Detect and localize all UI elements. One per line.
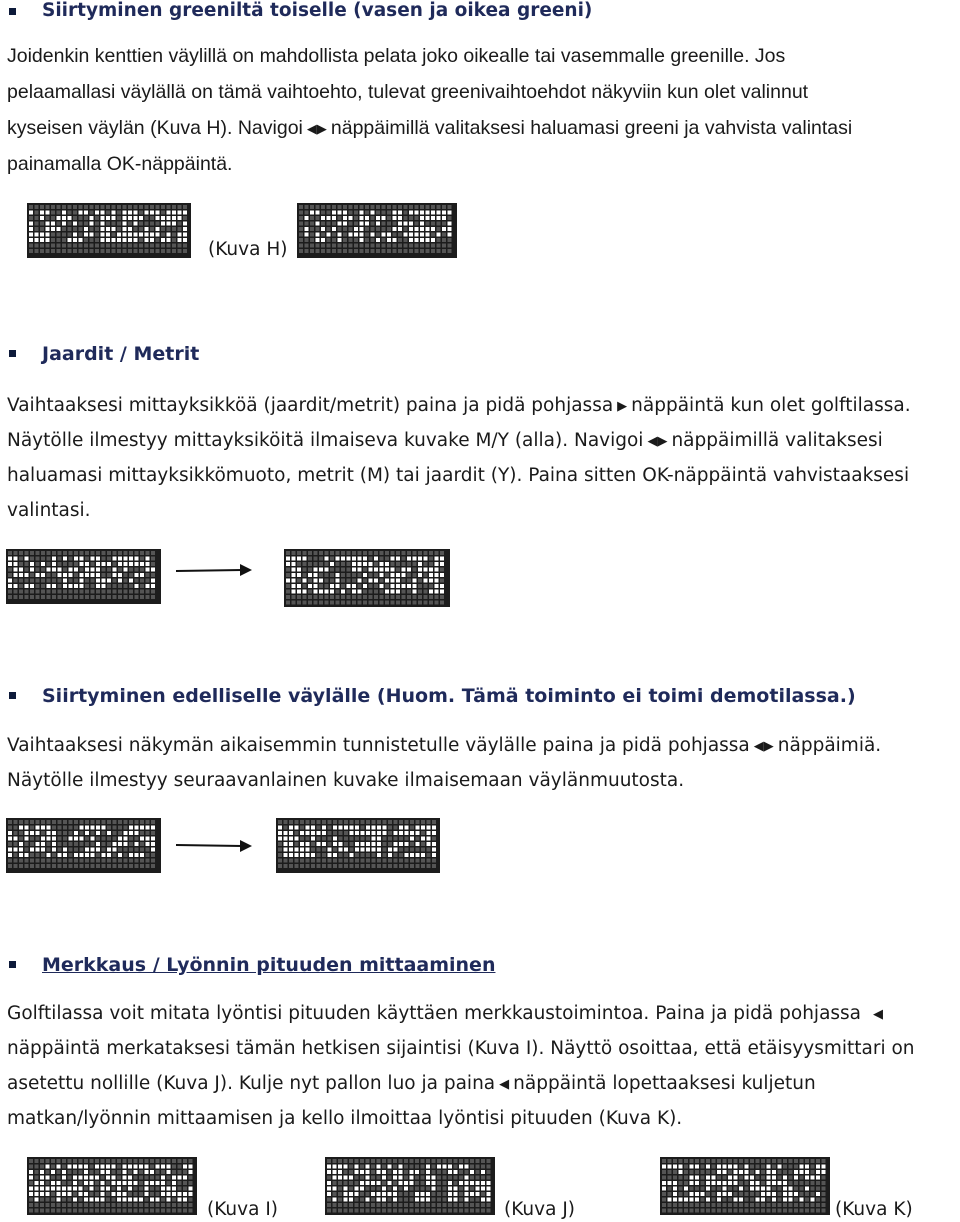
lcd-screen-green-right	[297, 203, 457, 258]
bullet-icon	[9, 8, 16, 15]
bullet-icon	[9, 350, 16, 357]
left-right-arrows-icon: ◀▶	[753, 739, 774, 754]
section-heading-shot-measure: Merkkaus / Lyönnin pituuden mittaaminen	[42, 954, 496, 976]
lcd-screen-unit-after	[284, 549, 450, 607]
paragraph-line: matkan/lyönnin mittaamisen ja kello ilmoittaa lyöntisi pituuden (Kuva K).	[7, 1108, 683, 1129]
lcd-screen-hole-after	[276, 818, 440, 873]
paragraph-line: Näytölle ilmestyy seuraavanlainen kuvake ilmaisemaan väylänmuutosta.	[7, 770, 685, 791]
paragraph-line: Joidenkin kenttien väylillä on mahdollista pelata joko oikealle tai vasemmalle greenille. Jos	[7, 45, 786, 67]
figure-caption-h: (Kuva H)	[208, 239, 288, 260]
figure-caption-i: (Kuva I)	[207, 1199, 278, 1220]
paragraph-line: Vaihtaaksesi näkymän aikaisemmin tunnistetulle väylälle paina ja pidä pohjassa ◀▶ näppäimiä.	[7, 735, 882, 756]
paragraph-line: painamalla OK-näppäintä.	[7, 153, 233, 175]
section-heading-previous-hole: Siirtyminen edelliselle väylälle (Huom. Tämä toiminto ei toimi demotilassa.)	[42, 685, 856, 707]
paragraph-line: valintasi.	[7, 500, 91, 521]
paragraph-line: Vaihtaaksesi mittayksikköä (jaardit/metrit) paina ja pidä pohjassa ▶ näppäintä kun olet golftilassa.	[7, 395, 911, 416]
lcd-screen-mark-k	[660, 1157, 830, 1215]
left-arrow-icon: ◀	[499, 1077, 510, 1092]
right-arrow-icon: ▶	[617, 399, 628, 414]
paragraph-line: asetettu nollille (Kuva J). Kulje nyt pallon luo ja paina ◀ näppäintä lopettaaksesi kuljetun	[7, 1073, 816, 1094]
left-right-arrows-icon: ◀▶	[306, 121, 327, 136]
section-heading-green-switch: Siirtyminen greeniltä toiselle (vasen ja oikea greeni)	[42, 0, 593, 21]
lcd-screen-mark-i	[27, 1157, 197, 1215]
left-arrow-icon: ◀	[873, 1007, 884, 1022]
flow-arrow-icon	[174, 838, 254, 854]
left-right-arrows-icon: ◀▶	[647, 434, 668, 449]
paragraph-line: pelaamallasi väylällä on tämä vaihtoehto, tulevat greenivaihtoehdot näkyviin kun olet valinnut	[7, 81, 809, 103]
lcd-screen-green-left	[27, 203, 191, 258]
bullet-icon	[9, 961, 16, 968]
figure-caption-j: (Kuva J)	[504, 1199, 575, 1220]
paragraph-line: haluamasi mittayksikkömuoto, metrit (M) tai jaardit (Y). Paina sitten OK-näppäintä vahvistaaksesi	[7, 465, 910, 486]
figure-caption-k: (Kuva K)	[835, 1199, 913, 1220]
flow-arrow-icon	[174, 562, 254, 578]
paragraph-line: Näytölle ilmestyy mittayksiköitä ilmaiseva kuvake M/Y (alla). Navigoi ◀▶ näppäimillä valitaksesi	[7, 430, 883, 451]
lcd-screen-unit-before	[6, 549, 161, 604]
bullet-icon	[9, 692, 16, 699]
lcd-screen-hole-before	[6, 818, 161, 873]
lcd-screen-mark-j	[325, 1157, 495, 1215]
paragraph-line: Golftilassa voit mitata lyöntisi pituuden käyttäen merkkaustoimintoa. Paina ja pidä pohjassa ◀	[7, 1003, 884, 1024]
paragraph-line: näppäintä merkataksesi tämän hetkisen sijaintisi (Kuva I). Näyttö osoittaa, että etäisyysmittari on	[7, 1038, 915, 1059]
section-heading-units: Jaardit / Metrit	[42, 343, 200, 365]
paragraph-line: kyseisen väylän (Kuva H). Navigoi ◀▶ näppäimillä valitaksesi haluamasi greeni ja vahvista valintasi	[7, 117, 853, 139]
